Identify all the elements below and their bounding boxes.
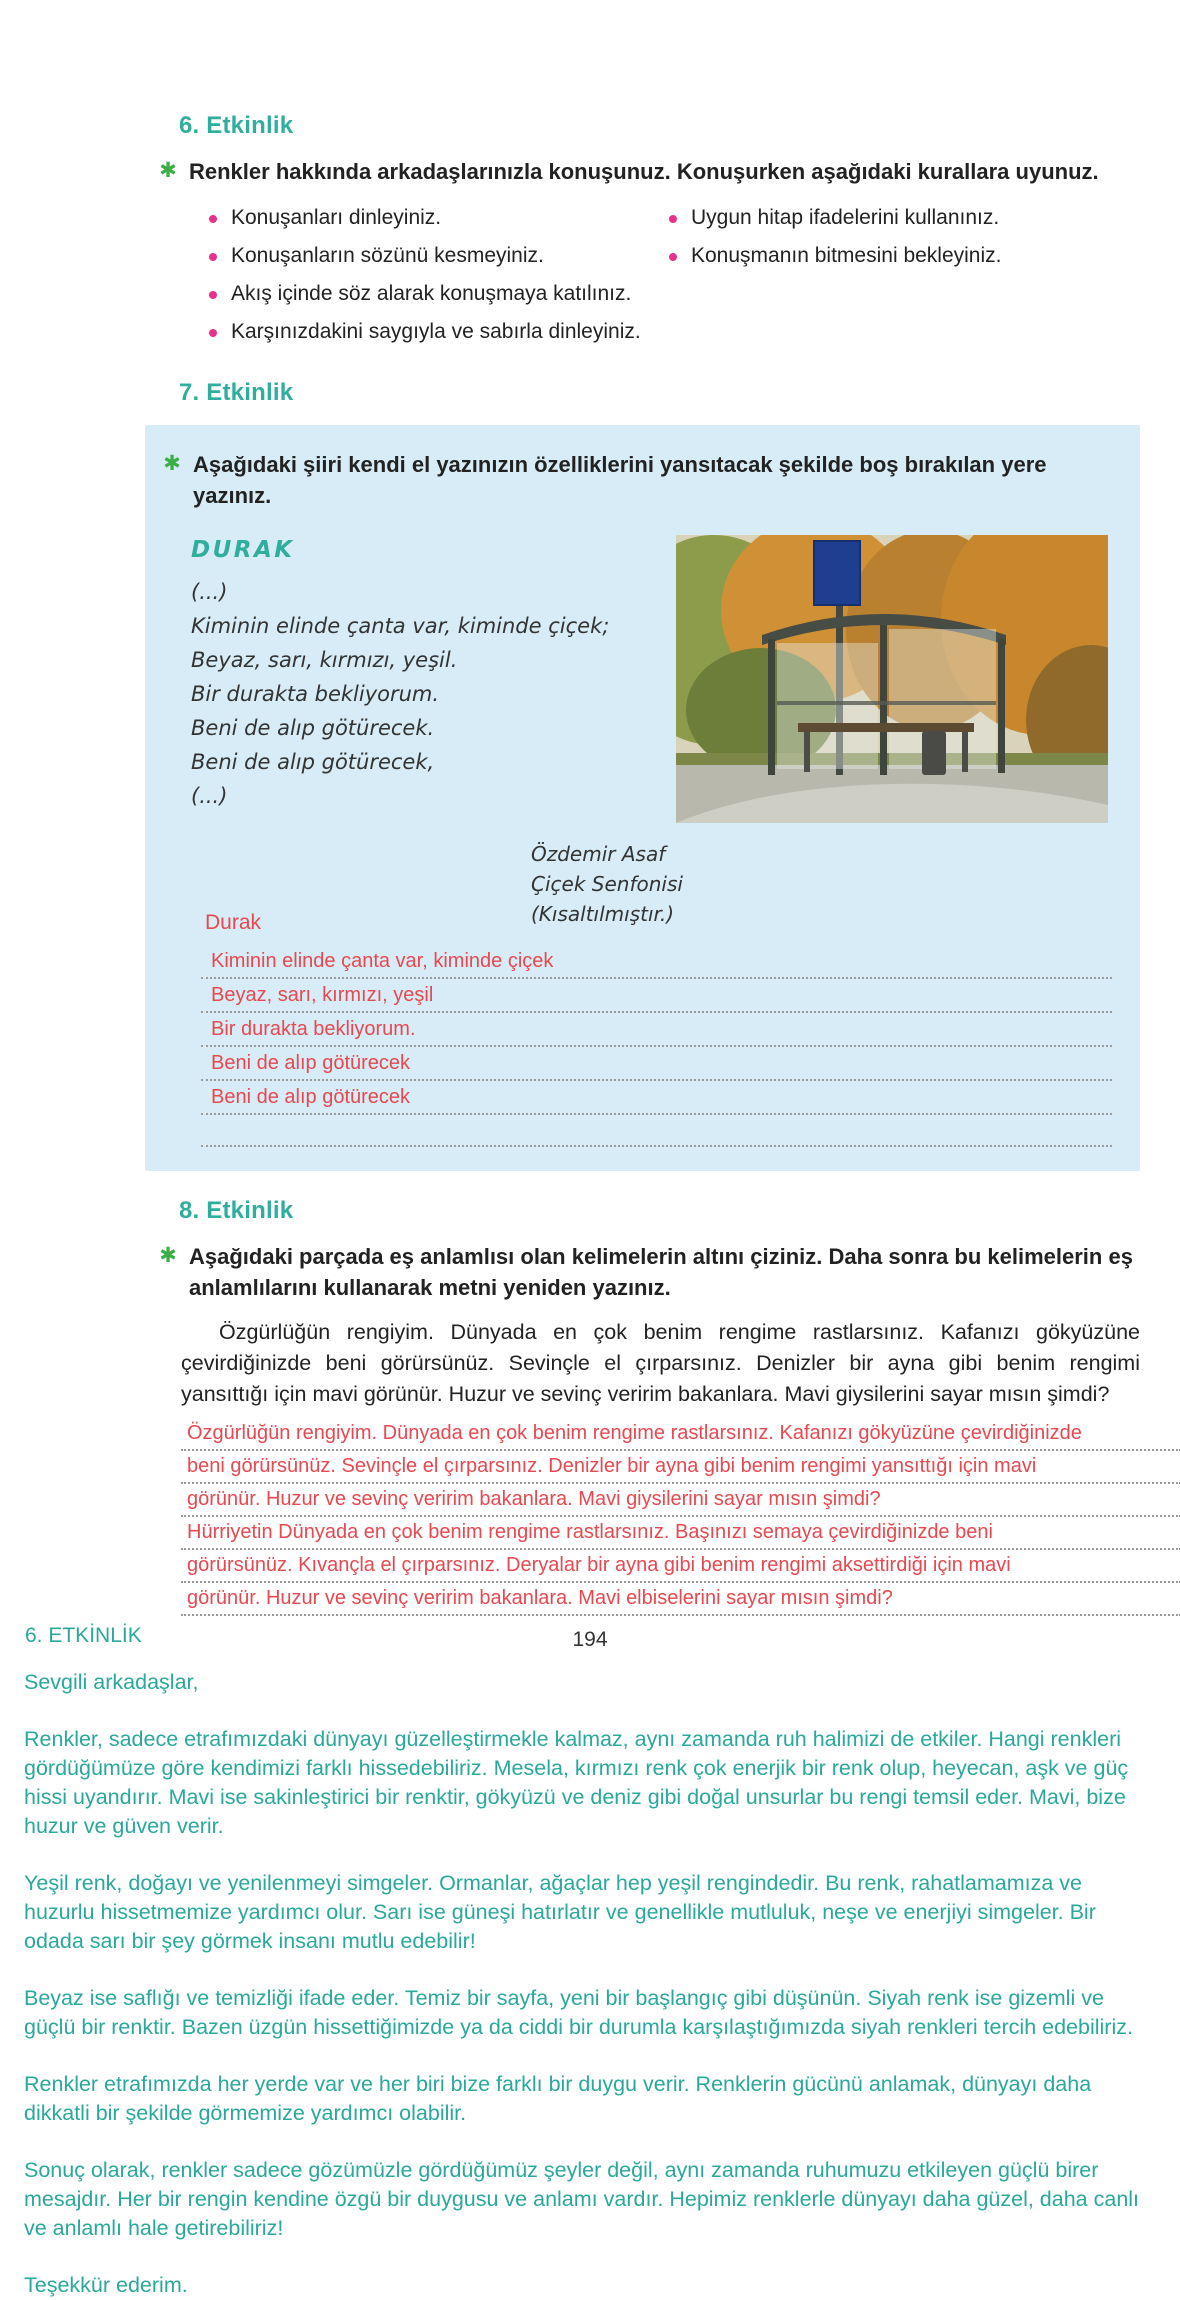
rules-column-right xyxy=(669,199,1140,351)
activity7-instruction-row xyxy=(161,449,1112,511)
activity8-instruction-row xyxy=(157,1241,1140,1303)
answer-line: beni görürsünüz. Sevinçle el çırparsınız. Denizler bir ayna gibi benim rengimi yansıttığı için mavi xyxy=(181,1451,1180,1484)
bullet-icon xyxy=(669,215,677,223)
answer-line: görünür. Huzur ve sevinç veririm bakanlara. Mavi giysilerini sayar mısın şimdi? xyxy=(181,1484,1180,1517)
poem-section xyxy=(161,533,1112,825)
answer-line: Beyaz, sarı, kırmızı, yeşil xyxy=(201,979,1112,1013)
letter-paragraph: Renkler, sadece etrafımızdaki dünyayı güzelleştirmekle kalmaz, aynı zamanda ruh halimizi de etkiler. Hangi renkleri gördüğümüze göre kendimizi farklı hissedebiliriz. Mesela, kırmızı renk çok enerjik bir renk olup, heyecan, aşk ve güç hissi uyandırır. Mavi ise sakinleştirici bir renktir, gökyüzü ve deniz gibi doğal unsurlar bu rengi temsil eder. Mavi, bize huzur ve güven verir. xyxy=(24,1727,1129,1838)
letter-paragraph: Beyaz ise saflığı ve temizliği ifade eder. Temiz bir sayfa, yeni bir başlangıç gibi düşünün. Siyah renk ise gizemli ve güçlü bir renktir. Bazen üzgün hissettiğimizde ya da ciddi bir durumla karşılaştığımızda siyah renkleri tercih edebiliriz. xyxy=(24,1986,1133,2039)
bus-stop-image xyxy=(676,535,1108,823)
activity7-instruction: Aşağıdaki şiiri kendi el yazınızın özelliklerini yansıtacak şekilde boş bırakılan yere yazınız. xyxy=(193,452,1047,508)
rule-text: Konuşmanın bitmesini bekleyiniz. xyxy=(691,244,1002,267)
poem-title: DURAK xyxy=(191,537,295,563)
page-footer xyxy=(0,1620,1180,1656)
activity7-box xyxy=(145,425,1140,1171)
rule-item xyxy=(669,237,1140,275)
answer-line: Hürriyetin Dünyada en çok benim rengime rastlarsınız. Başınızı semaya çevirdiğinizde beni xyxy=(181,1517,1180,1550)
letter-paragraph: Yeşil renk, doğayı ve yenilenmeyi simgeler. Ormanlar, ağaçlar hep yeşil rengindedir. Bu renk, rahatlamamıza ve huzurlu hissetmemize yardımcı olur. Sarı ise güneşi hatırlatır ve genellikle mutluluk, neşe ve enerjiyi simgeler. Bir odada sarı bir şey görmek insanı mutlu edebilir! xyxy=(24,1871,1096,1953)
attribution-row xyxy=(161,839,1112,935)
letter-greeting: Sevgili arkadaşlar, xyxy=(24,1670,199,1694)
star-bullet-icon: ✱ xyxy=(159,1244,177,1267)
answer-line: Kiminin elinde çanta var, kiminde çiçek xyxy=(201,945,1112,979)
bullet-icon xyxy=(209,329,217,337)
rule-text: Konuşanların sözünü kesmeyiniz. xyxy=(231,244,544,267)
poem-attribution xyxy=(531,839,1112,929)
student-response-letter xyxy=(0,1656,1180,2300)
rule-text: Konuşanları dinleyiniz. xyxy=(231,206,442,229)
poem-line: Beyaz, sarı, kırmızı, yeşil. xyxy=(191,648,458,672)
activity7-answer-lines xyxy=(201,945,1112,1147)
rule-item xyxy=(669,199,1140,237)
answer-line: Özgürlüğün rengiyim. Dünyada en çok benim rengime rastlarsınız. Kafanızı gökyüzüne çevirdiğinizde xyxy=(181,1418,1180,1451)
rule-text: Karşınızdakini saygıyla ve sabırla dinleyiniz. xyxy=(231,320,641,343)
poem-line: Kiminin elinde çanta var, kiminde çiçek; xyxy=(191,614,610,638)
letter-paragraph: Renkler etrafımızda her yerde var ve her biri bize farklı bir duygu verir. Renklerin gücünü anlamak, dünyayı daha dikkatli bir şekilde görmemize yardımcı olabilir. xyxy=(24,2072,1092,2125)
answer-line: Bir durakta bekliyorum. xyxy=(201,1013,1112,1047)
answer-line: görürsünüz. Kıvançla el çırparsınız. Deryalar bir ayna gibi benim rengimi aksettirdiği için mavi xyxy=(181,1550,1180,1583)
bullet-icon xyxy=(669,253,677,261)
answer-line: görünür. Huzur ve sevinç veririm bakanlara. Mavi elbiselerini sayar mısın şimdi? xyxy=(181,1583,1180,1616)
page-number: 194 xyxy=(572,1628,608,1651)
rule-text: Uygun hitap ifadelerini kullanınız. xyxy=(691,206,1000,229)
activity8-heading: 8. Etkinlik xyxy=(179,1197,294,1224)
poem-line: (...) xyxy=(191,784,228,808)
activity6-instruction-row xyxy=(157,156,1140,187)
letter-paragraph: Sonuç olarak, renkler sadece gözümüzle gördüğümüz şeyler değil, aynı zamanda ruhumuzu etkileyen güçlü birer mesajdır. Her bir rengin kendine özgü bir duygusu ve anlamı vardır. Hepimiz renklerle dünyayı daha güzel, daha canlı ve anlamlı hale getirebiliriz! xyxy=(24,2158,1140,2240)
bullet-icon xyxy=(209,253,217,261)
poem-author: Özdemir Asaf xyxy=(531,842,666,866)
star-bullet-icon: ✱ xyxy=(159,159,177,182)
rule-item xyxy=(209,313,669,351)
poem-line: Beni de alıp götürecek. xyxy=(191,716,435,740)
activity6-heading: 6. Etkinlik xyxy=(179,112,294,139)
activity6-instruction: Renkler hakkında arkadaşlarınızla konuşunuz. Konuşurken aşağıdaki kurallara uyunuz. xyxy=(189,159,1099,184)
response-heading: 6. ETKİNLİK xyxy=(25,1624,142,1647)
poem-source: Çiçek Senfonisi xyxy=(531,872,683,896)
poem-line: (...) xyxy=(191,580,228,604)
activity6-rules xyxy=(209,199,1140,351)
rule-item xyxy=(209,199,669,237)
poem-line: Beni de alıp götürecek, xyxy=(191,750,435,774)
activity8-passage: Özgürlüğün rengiyim. Dünyada en çok benim rengime rastlarsınız. Kafanızı gökyüzüne çevirdiğinizde beni görürsünüz. Sevinçle el çırparsınız. Denizler bir ayna gibi benim rengimi yansıttığı için mavi görünür. Huzur ve sevinç veririm bakanlara. Mavi giysilerini sayar mısın şimdi? xyxy=(181,1320,1140,1406)
bullet-icon xyxy=(209,215,217,223)
rule-text: Akış içinde söz alarak konuşmaya katılınız. xyxy=(231,282,632,305)
activity7-heading: 7. Etkinlik xyxy=(179,379,294,406)
poem-line: Bir durakta bekliyorum. xyxy=(191,682,440,706)
blank-answer-line xyxy=(201,1115,1112,1147)
letter-closing: Teşekkür ederim. xyxy=(24,2273,188,2297)
answer-line: Beni de alıp götürecek xyxy=(201,1081,1112,1115)
bullet-icon xyxy=(209,291,217,299)
rules-column-left xyxy=(209,199,669,351)
rule-item xyxy=(209,237,669,275)
handwritten-answer-title: Durak xyxy=(205,911,262,934)
activity8-instruction: Aşağıdaki parçada eş anlamlısı olan kelimelerin altını çiziniz. Daha sonra bu kelimelerin eş anlamlılarını kullanarak metni yeniden yazınız. xyxy=(189,1244,1133,1300)
activity8-answer-lines xyxy=(181,1418,1180,1616)
answer-line: Beni de alıp götürecek xyxy=(201,1047,1112,1081)
poem-note: (Kısaltılmıştır.) xyxy=(531,902,675,926)
rule-item xyxy=(209,275,669,313)
star-bullet-icon: ✱ xyxy=(163,452,181,475)
